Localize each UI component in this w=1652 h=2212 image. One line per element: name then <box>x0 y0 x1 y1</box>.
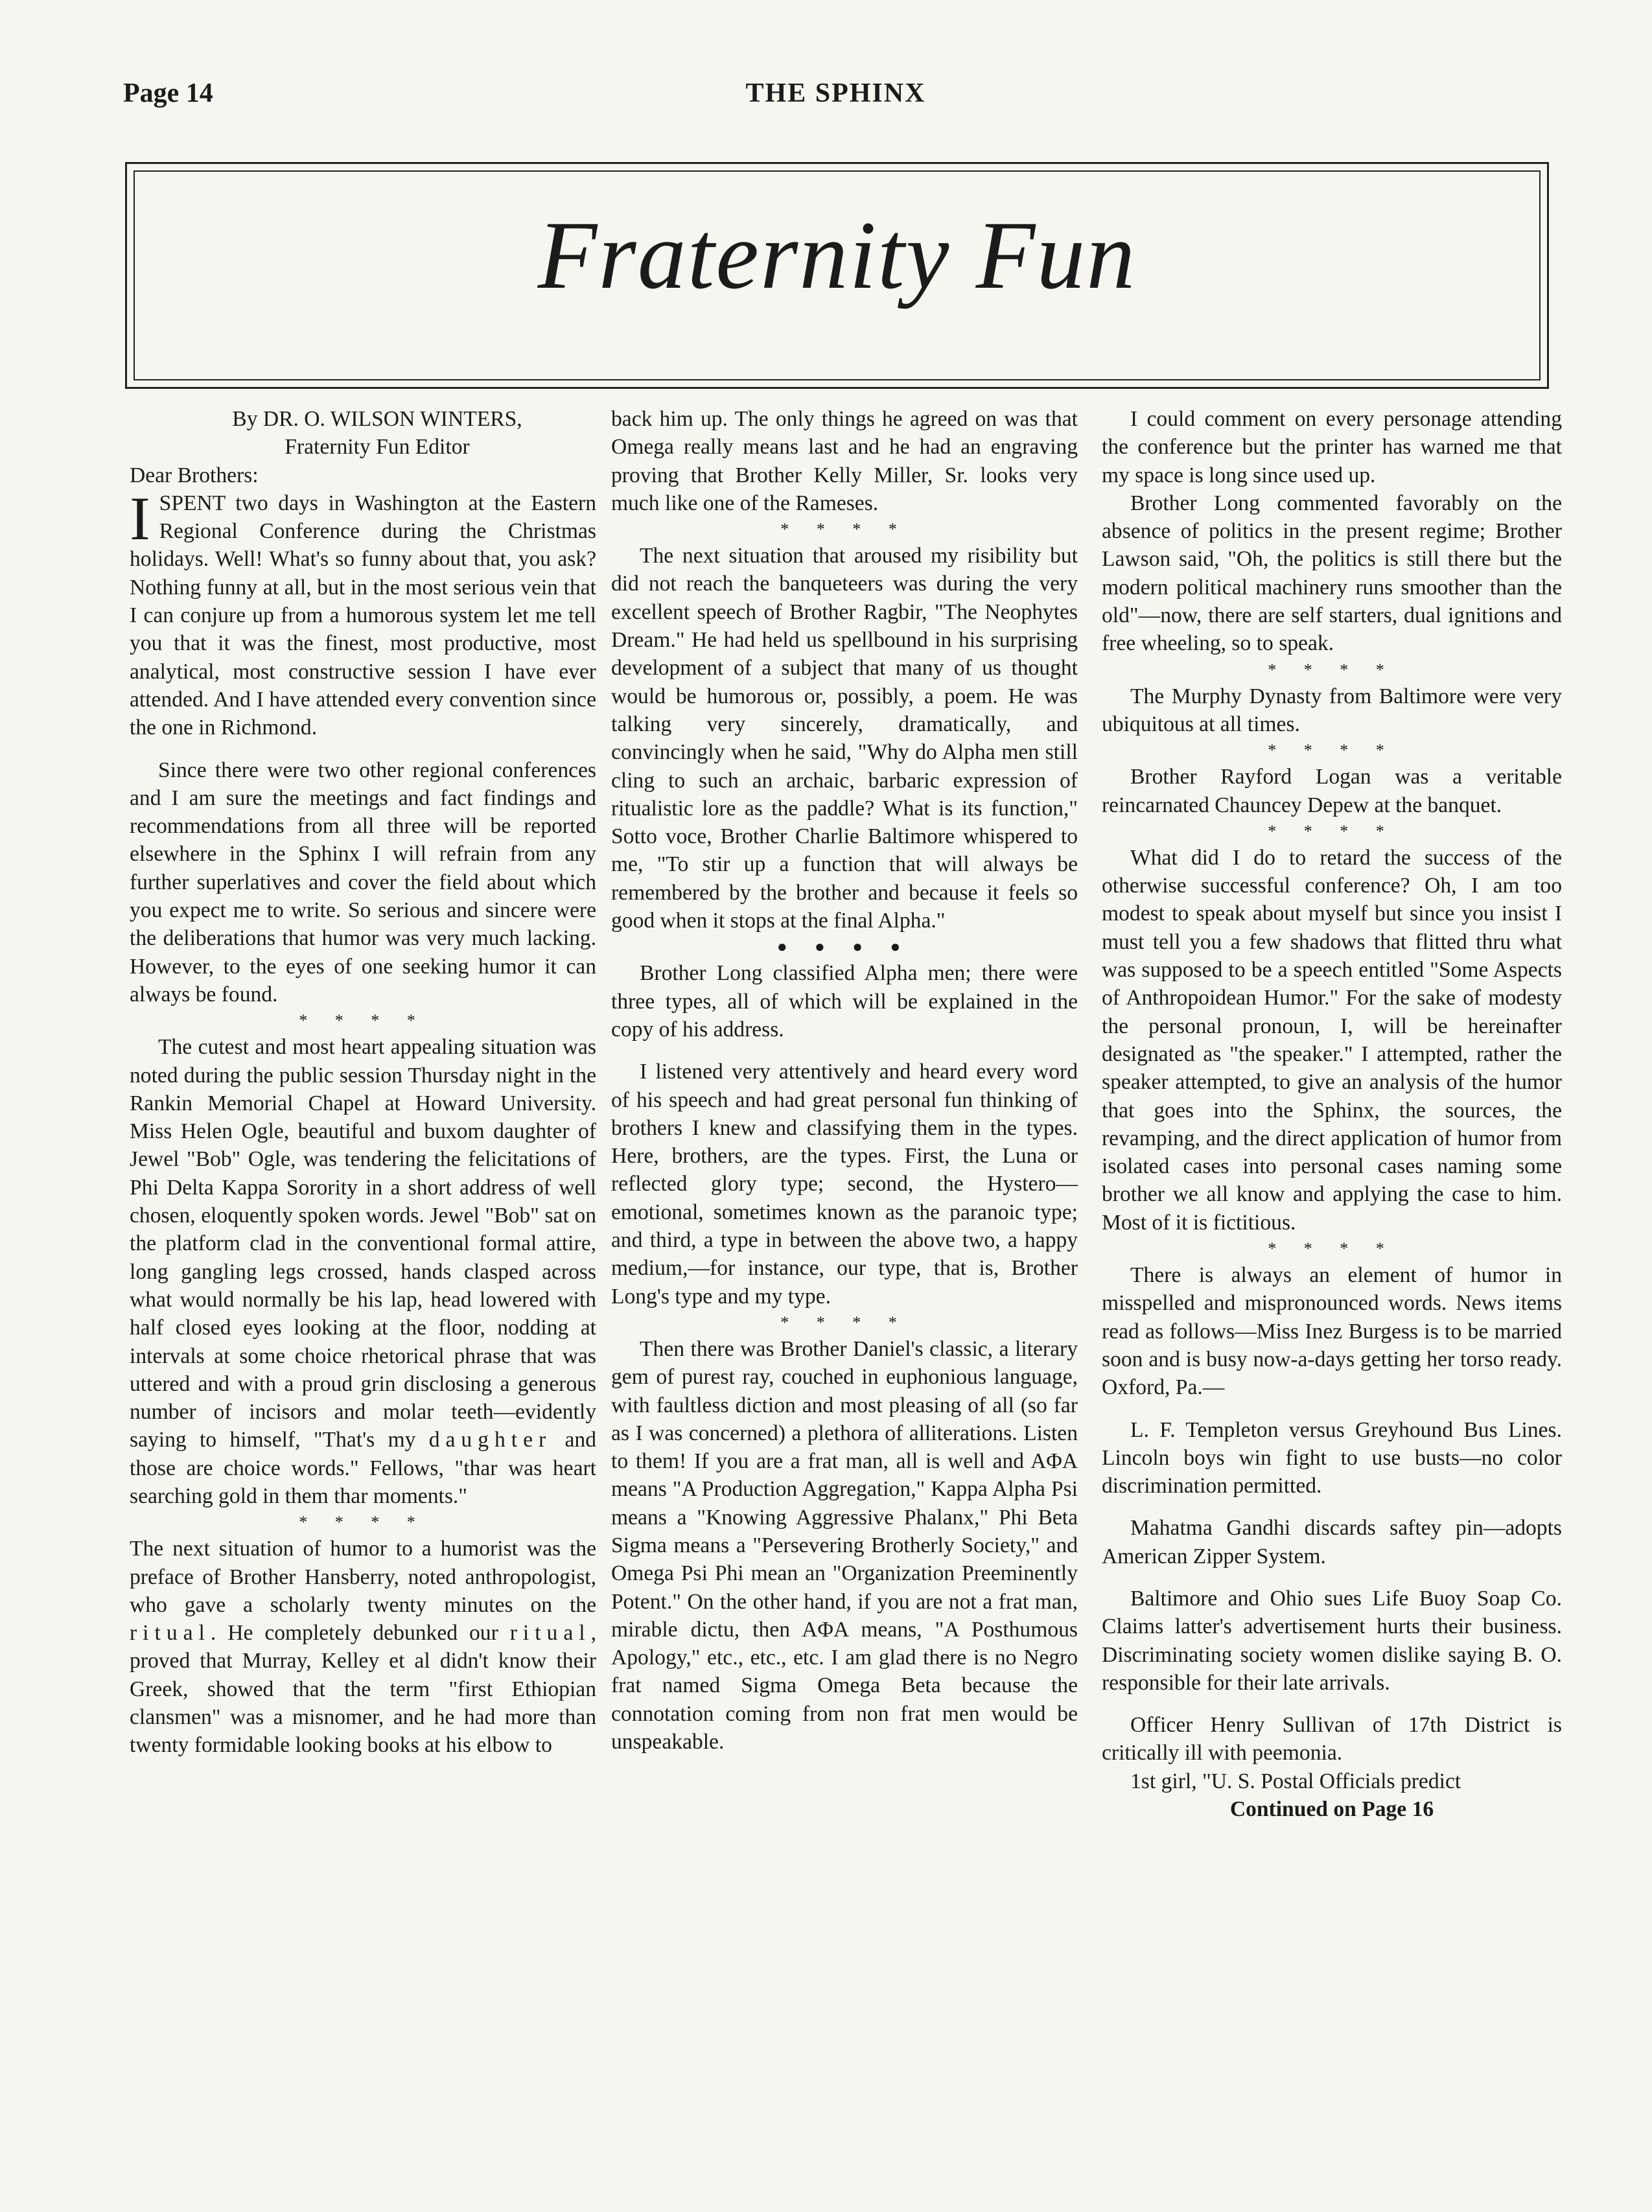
paragraph: L. F. Templeton versus Greyhound Bus Lines. Lincoln boys win fight to use busts—no color discrimination permitted. <box>1102 1417 1562 1498</box>
paragraph: 1st girl, "U. S. Postal Officials predict <box>1130 1769 1461 1793</box>
column-1 <box>130 405 596 2155</box>
byline: By DR. O. WILSON WINTERS, <box>232 407 522 431</box>
paragraph: I could comment on every personage attending the conference but the printer has warned me that my space is long since used up. <box>1102 407 1562 487</box>
title-box <box>125 162 1549 389</box>
paragraph: Brother Long classified Alpha men; there were three types, all of which will be explained in the copy of his address. <box>611 961 1078 1042</box>
paragraph: Brother Rayford Logan was a veritable reincarnated Chauncey Depew at the banquet. <box>1102 765 1562 817</box>
section-divider: * * * * <box>1268 741 1396 760</box>
paragraph: Baltimore and Ohio sues Life Buoy Soap Co. Claims latter's advertisement hurts their business. Discriminating society women dislike saying B. O. responsible for their late arrivals. <box>1102 1586 1562 1695</box>
section-divider: * * * * <box>1268 821 1396 841</box>
paragraph: back him up. The only things he agreed on was that Omega really means last and he had an engraving proving that Brother Kelly Miller, Sr. looks very much like one of the Rameses. <box>611 407 1078 515</box>
page-number: Page 14 <box>123 78 213 108</box>
paragraph: I SPENT two days in Washington at the Eastern Regional Conference during the Christmas holidays. Well! What's so funny about that, you ask? Nothing funny at all, but in the most serious vein that I can conjure up from a humorous system let me tell you that it was the finest, most productive, most analytical, most constructive session I have ever attended. And I have attended every convention since the one in Richmond. <box>130 483 596 740</box>
section-divider: * * * * <box>780 1312 909 1332</box>
section-divider: * * * * <box>299 1513 427 1532</box>
column-3 <box>1102 405 1562 2155</box>
continued-notice[interactable]: Continued on Page 16 <box>1229 1797 1434 1822</box>
publication-title: THE SPHINX <box>745 78 926 108</box>
article-title: Fraternity Fun <box>537 202 1137 309</box>
section-divider: * * * * <box>1268 660 1396 679</box>
paragraph: Then there was Brother Daniel's classic, a literary gem of purest ray, couched in euphonious language, with faultless diction and most pleasing of all (so far as I was concerned) a plethora of alliterations. Listen to them! If you are a frat man, all is well and AΦA means "A Production Aggregation," Kappa Alpha Psi means a "Knowing Aggressive Phalanx," Phi Beta Sigma means a "Persevering Brotherly Society," and Omega Psi Phi mean an "Organization Preeminently Potent." On the other hand, if you are not a frat man, mirable dictu, then AΦA means, "A Posthumous Apology," etc., etc., etc. I am glad there is no Negro frat named Sigma Omega Beta because the connotation coming from non frat men would be unspeakable. <box>611 1336 1078 1754</box>
paragraph: I listened very attentively and heard every word of his speech and had great personal fun thinking of brothers I knew and classifying them in the types. Here, brothers, are the types. First, the Luna or reflected glory type; second, the Hystero—emotional, sometimes known as the paranoic type; and third, a type in between the above two, a happy medium,—for instance, our type, that is, Brother Long's type and my type. <box>611 1060 1078 1309</box>
salutation: Dear Brothers: <box>130 463 259 487</box>
paragraph: The next situation that aroused my risibility but did not reach the banqueteers was during the very excellent speech of Brother Ragbir, "The Neophytes Dream." He had held us spellbound in his surprising development of a subject that many of us thought would be humorous or, possibly, a poem. He was talking very sincerely, dramatically, and convincingly when he said, "Why do Alpha men still cling to such an archaic, barbaric expression of ritualistic lore as the paddle? What is its function," Sotto voce, Brother Charlie Baltimore whispered to me, "To stir up a function that will always be remembered by the brother and because it feels so good when it stops at the final Alpha." <box>611 544 1078 933</box>
column-2 <box>611 405 1078 2155</box>
paragraph: Officer Henry Sullivan of 17th District is critically ill with peemonia. <box>1102 1713 1562 1765</box>
byline-role: Fraternity Fun Editor <box>285 435 470 460</box>
paragraph: The cutest and most heart appealing situation was noted during the public session Thursday night in the Rankin Memorial Chapel at Howard University. Miss Helen Ogle, beautiful and buxom daughter of Jewel "Bob" Ogle, was tendering the felicitations of Phi Delta Kappa Sorority in a short address of well chosen, eloquently spoken words. Jewel "Bob" sat on the platform clad in the conventional formal attire, long gangling legs crossed, hands clasped across what would normally be his lap, head lowered with half closed eyes looking at the floor, nodding at intervals at some choice rhetorical phrase that was uttered and with a proud grin disclosing a generous number of incisors and molar teeth—evidently saying to himself, "That's my daughter and those are choice words." Fellows, "thar was heart searching gold in them thar moments." <box>130 1035 596 1508</box>
section-divider: ● ● ● ● <box>776 937 913 957</box>
paragraph: Since there were two other regional conferences and I am sure the meetings and fact findings and recommendations from all three will be reported elsewhere in the Sphinx I will refrain from any further superlatives and cover the field about which you expect me to write. So serious and sincere were the deliberations that humor was very much lacking. However, to the eyes of one seeking humor it can always be found. <box>130 758 596 1007</box>
section-divider: * * * * <box>1268 1239 1396 1259</box>
paragraph: What did I do to retard the success of the otherwise successful conference? Oh, I am too modest to speak about myself but since you insist I must tell you a few shadows that flitted thru what was supposed to be a speech entitled "Some Aspects of Anthropoidean Humor." For the sake of modesty the personal pronoun, I, will be hereinafter designated as "the speaker." I attempted, rather the speaker attempted, to give an analysis of the humor that goes into the Sphinx, the sources, the revamping, and the direct application of humor from isolated cases into personal cases naming some brother we all know and applying the case to him. Most of it is fictitious. <box>1102 845 1562 1235</box>
section-divider: * * * * <box>780 520 909 539</box>
section-divider: * * * * <box>299 1011 427 1030</box>
drop-cap: I <box>130 483 150 553</box>
running-header <box>123 78 1548 123</box>
paragraph: Mahatma Gandhi discards saftey pin—adopts American Zipper System. <box>1102 1516 1562 1568</box>
paragraph: Brother Long commented favorably on the absence of politics in the present regime; Brother Lawson said, "Oh, the politics is still there but the modern political machinery runs smoother than the old"—now, there are self starters, dual ignitions and free wheeling, so to speak. <box>1102 491 1562 656</box>
paragraph: There is always an element of humor in misspelled and mispronounced words. News items read as follows—Miss Inez Burgess is to be married soon and is busy now-a-days getting her torso ready. Oxford, Pa.— <box>1102 1263 1562 1400</box>
paragraph: The next situation of humor to a humorist was the preface of Brother Hansberry, noted anthropologist, who gave a scholarly twenty minutes on the ritual. He completely debunked our ritual, proved that Murray, Kelley et al didn't know their Greek, showed that the term "first Ethiopian clansmen" was a misnomer, and he had more than twenty formidable looking books at his elbow to <box>130 1537 596 1758</box>
paragraph: The Murphy Dynasty from Baltimore were very ubiquitous at all times. <box>1102 684 1562 736</box>
